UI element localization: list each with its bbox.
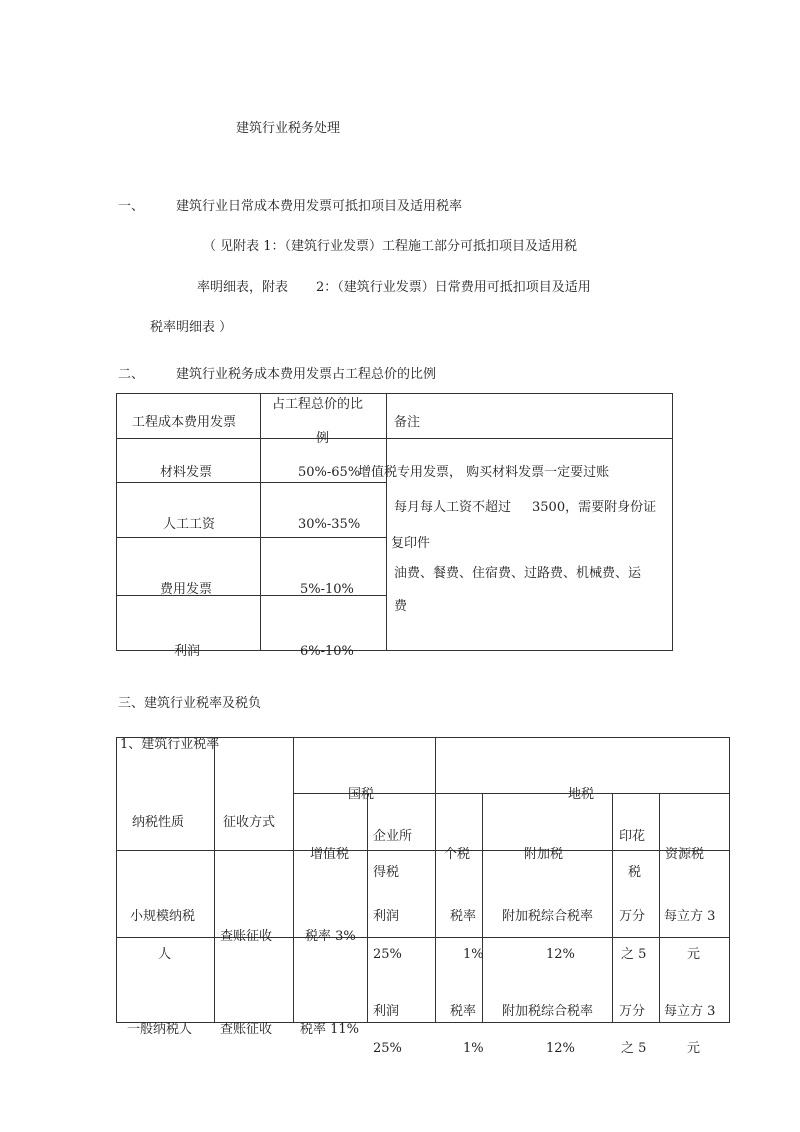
tax-row-resource: 每立方 3 <box>664 1004 716 1019</box>
cost-table-divider <box>116 438 673 439</box>
tax-row-resource-cont: 元 <box>687 1041 701 1056</box>
tax-row-resource-cont: 元 <box>687 947 701 962</box>
tax-row-pit-cont: 1% <box>463 1041 484 1056</box>
cost-row-note: 增值税专用发票， 购买材料发票一定要过账 <box>358 465 610 480</box>
tax-row-stamp: 万分 <box>619 909 646 924</box>
header-nature: 纳税性质 <box>132 815 185 830</box>
header-cit-cont: 得税 <box>373 865 400 880</box>
section3-heading: 三、建筑行业税率及税负 <box>118 696 262 711</box>
page-title: 建筑行业税务处理 <box>236 121 341 136</box>
tax-row-pit: 税率 <box>450 1004 477 1019</box>
header-dishui: 地税 <box>568 787 595 802</box>
header-guoshui: 国税 <box>348 787 375 802</box>
tax-table-divider <box>612 793 613 1023</box>
tax-row-surcharge-cont: 12% <box>546 1041 575 1056</box>
cost-row-ratio: 5%-10% <box>300 582 354 597</box>
tax-table-divider <box>482 793 483 1023</box>
tax-row-method: 查账征收 <box>220 929 273 944</box>
cost-row-name: 人工工资 <box>163 517 216 532</box>
tax-table-divider <box>659 793 660 1023</box>
cost-row-note: 油费、餐费、住宿费、过路费、机械费、运 <box>394 566 642 581</box>
cost-row-ratio: 30%-35% <box>298 517 361 532</box>
tax-row-cit-cont: 25% <box>373 1041 402 1056</box>
header-stamp: 印花 <box>619 829 646 844</box>
tax-row-vat: 税率 11% <box>300 1022 360 1037</box>
tax-row-pit: 税率 <box>450 909 477 924</box>
section1-line3: 税率明细表 ） <box>150 320 233 335</box>
header-surcharge: 附加税 <box>524 847 564 862</box>
cost-row-name: 利润 <box>174 644 201 659</box>
tax-row-surcharge: 附加税综合税率 <box>502 909 594 924</box>
tax-table-divider <box>116 850 730 851</box>
tax-row-stamp: 万分 <box>619 1004 646 1019</box>
tax-row-surcharge-cont: 12% <box>546 947 575 962</box>
cost-table-divider <box>116 482 386 483</box>
tax-row-cit: 利润 <box>373 1004 400 1019</box>
cost-header-note: 备注 <box>394 415 421 430</box>
section2-number: 二、 <box>118 367 145 382</box>
tax-table-divider <box>367 793 368 1023</box>
tax-row-method: 查账征收 <box>220 1022 273 1037</box>
tax-row-resource: 每立方 3 <box>664 909 716 924</box>
section1-heading: 建筑行业日常成本费用发票可抵扣项目及适用税率 <box>176 199 463 214</box>
cost-row-ratio: 6%-10% <box>300 644 354 659</box>
cost-table-divider <box>386 393 387 651</box>
header-stamp-cont: 税 <box>628 865 642 880</box>
tax-row-stamp-cont: 之 5 <box>621 1041 647 1056</box>
section1-line2a: 率明细表，附表 <box>197 280 289 295</box>
tax-table-divider <box>435 737 436 1023</box>
cost-row-name: 费用发票 <box>160 582 213 597</box>
tax-table-divider <box>116 937 730 938</box>
section1-line2b: 2：（建筑行业发票）日常费用可抵扣项目及适用 <box>316 280 591 295</box>
tax-table-caption: 1、建筑行业税率 <box>120 737 220 752</box>
cost-row-ratio: 50%-65% <box>298 465 361 480</box>
tax-row-name-cont: 人 <box>158 947 172 962</box>
cost-row-name: 材料发票 <box>160 465 213 480</box>
tax-row-name: 小规模纳税 <box>130 909 196 924</box>
header-method: 征收方式 <box>223 815 276 830</box>
cost-row-note-cont: 复印件 <box>391 536 431 551</box>
section1-number: 一、 <box>118 199 145 214</box>
cost-table-divider <box>116 537 386 538</box>
cost-header-item: 工程成本费用发票 <box>132 415 237 430</box>
cost-header-ratio-cont: 例 <box>316 431 330 446</box>
tax-row-vat: 税率 3% <box>305 929 356 944</box>
cost-header-ratio: 占工程总价的比 <box>272 397 364 412</box>
header-vat: 增值税 <box>310 847 350 862</box>
tax-row-surcharge: 附加税综合税率 <box>502 1004 594 1019</box>
cost-row-note-cont: 费 <box>394 599 408 614</box>
header-pit: 个税 <box>444 847 471 862</box>
tax-table-border <box>116 737 730 1023</box>
cost-table-divider <box>260 393 261 651</box>
tax-row-cit: 利润 <box>373 909 400 924</box>
tax-row-pit-cont: 1% <box>463 947 484 962</box>
section2-heading: 建筑行业税务成本费用发票占工程总价的比例 <box>176 367 437 382</box>
cost-row-note: 每月每人工资不超过 <box>394 500 512 515</box>
section1-line1: （ 见附表 1：（建筑行业发票）工程施工部分可抵扣项目及适用税 <box>203 239 578 254</box>
tax-table-divider <box>293 737 294 1023</box>
tax-table-divider <box>214 737 215 1023</box>
tax-row-cit-cont: 25% <box>373 947 402 962</box>
cost-row-note-cont: 3500，需要附身份证 <box>532 500 657 515</box>
tax-row-stamp-cont: 之 5 <box>621 947 647 962</box>
header-resource: 资源税 <box>665 847 705 862</box>
tax-row-name: 一般纳税人 <box>127 1022 193 1037</box>
header-cit: 企业所 <box>373 829 413 844</box>
